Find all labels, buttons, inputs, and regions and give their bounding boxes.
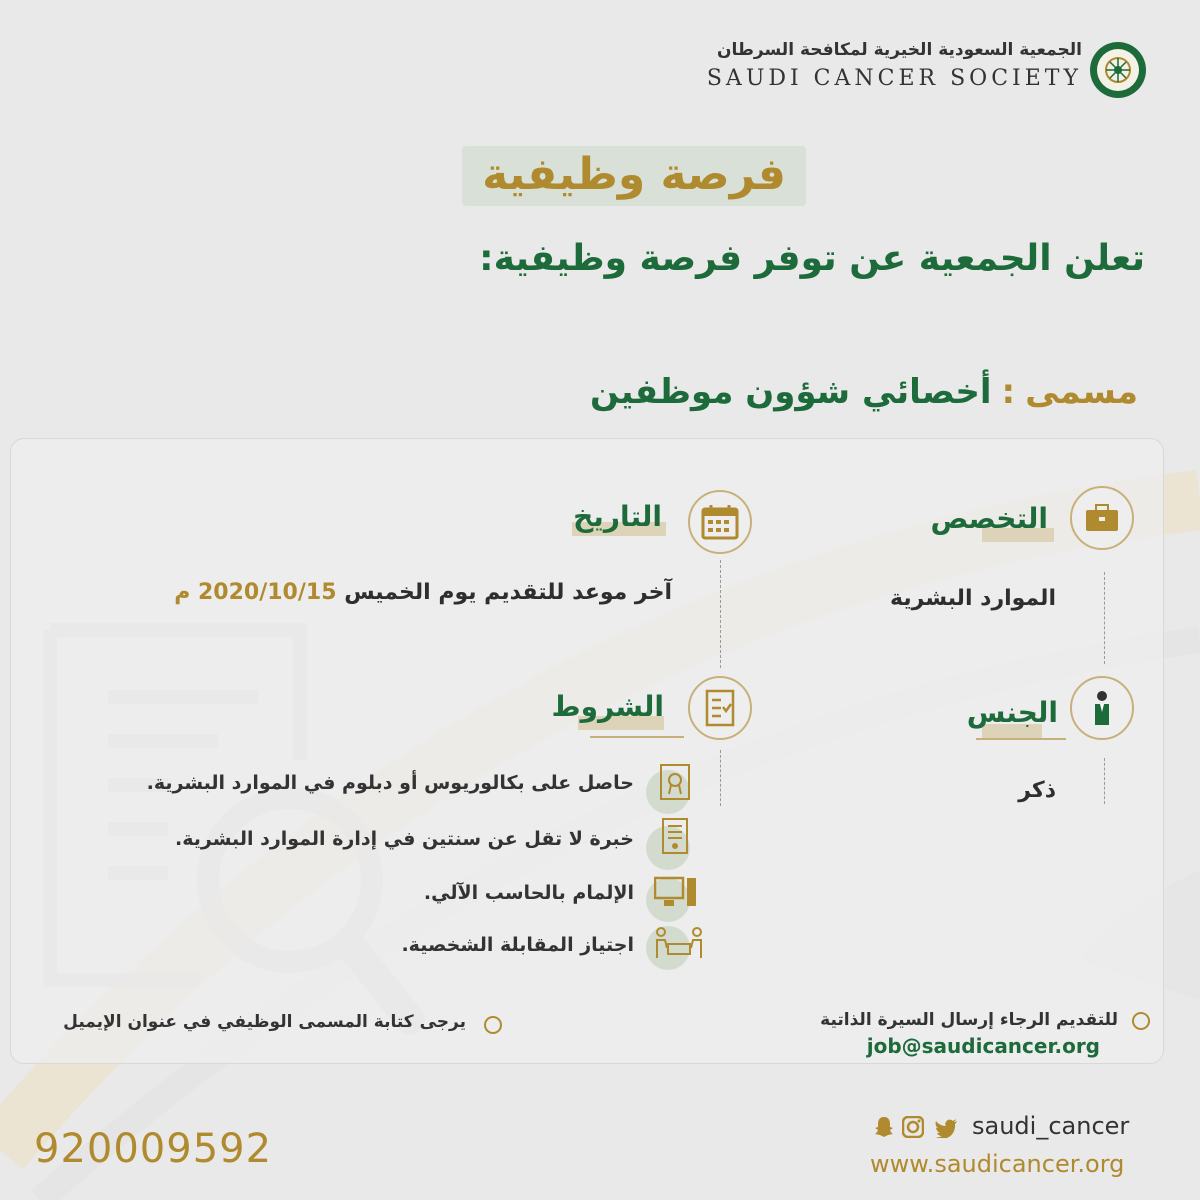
document-icon (662, 818, 688, 854)
briefcase-icon (1070, 486, 1134, 550)
specialty-value: الموارد البشرية (890, 586, 1056, 611)
twitter-icon[interactable] (934, 1118, 958, 1138)
org-name-english: SAUDI CANCER SOCIETY (706, 66, 1082, 91)
person-icon (1070, 676, 1134, 740)
certificate-icon (660, 764, 690, 800)
date-value (174, 580, 672, 605)
org-name-arabic: الجمعية السعودية الخيرية لمكافحة السرطان (717, 40, 1082, 60)
divider-line (720, 560, 721, 668)
divider-line (1104, 572, 1105, 664)
announcement-heading: تعلن الجمعية عن توفر فرصة وظيفية: (479, 238, 1145, 279)
date-value-date: 2020/10/15 (197, 580, 337, 605)
condition-item: اجتياز المقابلة الشخصية. (401, 934, 634, 956)
job-title-colon: : (1001, 372, 1016, 412)
snapchat-icon[interactable] (874, 1116, 894, 1138)
website-link[interactable]: www.saudicancer.org (870, 1150, 1125, 1178)
date-value-text: آخر موعد للتقديم يوم الخميس (344, 580, 672, 605)
condition-item: الإلمام بالحاسب الآلي. (423, 882, 634, 904)
gender-title: الجنس (966, 696, 1058, 729)
job-title-value: أخصائي شؤون موظفين (590, 372, 992, 412)
condition-item: حاصل على بكالوريوس أو دبلوم في الموارد البشرية. (146, 772, 634, 794)
instagram-icon[interactable] (902, 1116, 924, 1138)
social-handle[interactable]: saudi_cancer (972, 1112, 1130, 1140)
subject-note: يرجى كتابة المسمى الوظيفي في عنوان الإيميل (63, 1012, 466, 1032)
conditions-title: الشروط (551, 690, 664, 723)
saudi-cancer-society-logo (1088, 40, 1148, 100)
interview-icon (654, 926, 704, 960)
specialty-title: التخصص (930, 502, 1048, 535)
divider-line (720, 750, 721, 806)
gender-value: ذكر (1018, 778, 1056, 803)
divider-line (1104, 758, 1105, 804)
bullet-ring-icon (1132, 1012, 1150, 1030)
date-title: التاريخ (573, 500, 662, 533)
job-title-label: مسمى (1025, 372, 1138, 412)
apply-email-link[interactable]: job@saudicancer.org (866, 1034, 1100, 1058)
date-value-suffix: م (174, 580, 191, 605)
computer-icon (654, 876, 698, 908)
phone-number[interactable]: 920009592 (34, 1126, 273, 1172)
condition-item: خبرة لا تقل عن سنتين في إدارة الموارد البشرية. (175, 828, 634, 850)
job-title-row (590, 372, 1138, 412)
calendar-icon (688, 490, 752, 554)
apply-note: للتقديم الرجاء إرسال السيرة الذاتية (820, 1010, 1118, 1030)
gender-underline (976, 738, 1066, 740)
checklist-icon (688, 676, 752, 740)
conditions-underline (590, 736, 684, 738)
banner-title: فرصة وظيفية (482, 149, 786, 200)
bullet-ring-icon (484, 1016, 502, 1034)
